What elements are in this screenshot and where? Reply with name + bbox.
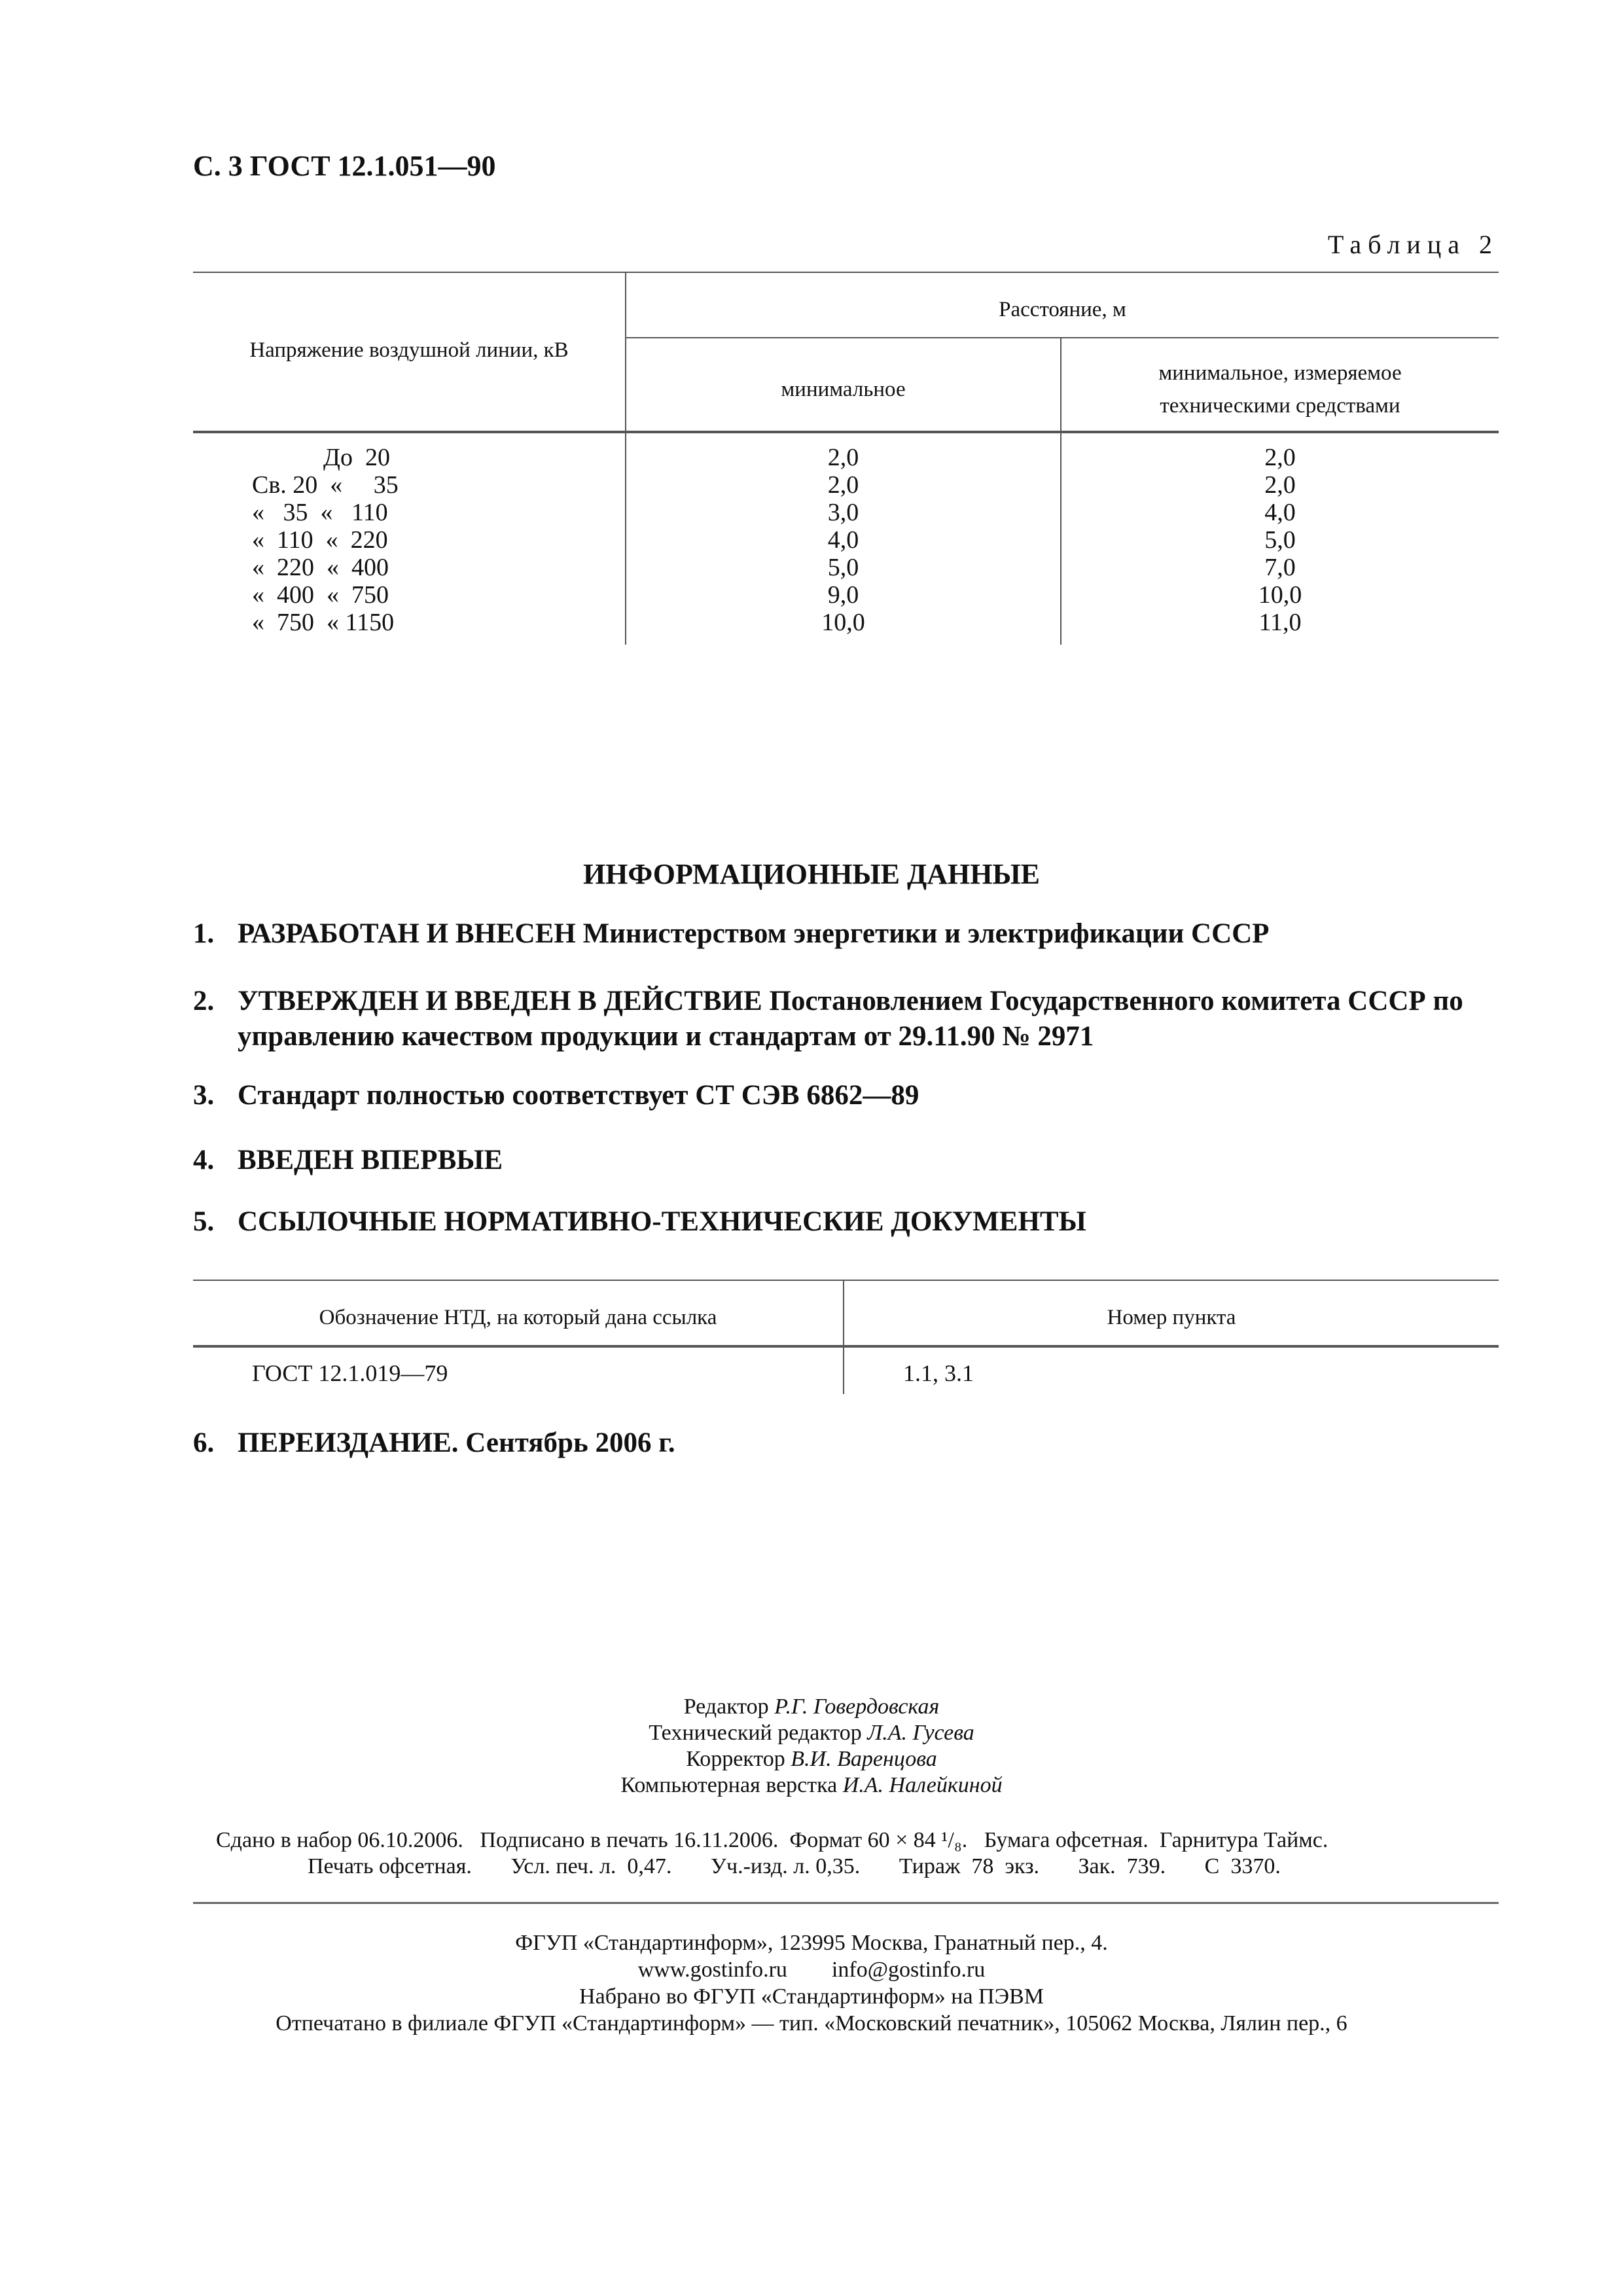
footer-rule	[193, 1902, 1499, 1904]
measured-cell: 2,0	[1264, 444, 1296, 471]
ntd-cell-doc: ГОСТ 12.1.019—79	[252, 1360, 448, 1386]
min-cell: 9,0	[827, 581, 859, 609]
ntd-col-header-clause: Номер пункта	[1107, 1306, 1236, 1329]
min-cell: 5,0	[827, 554, 859, 581]
min-cell: 2,0	[827, 471, 859, 499]
voltage-cell: « 110 « 220	[252, 526, 388, 554]
print-details-line2: Печать офсетная. Усл. печ. л. 0,47. Уч.-изд. л. 0,35. Тираж 78 экз. Зак. 739. С 3370.	[308, 1854, 1281, 1878]
publisher-address: ФГУП «Стандартинформ», 123995 Москва, Гранатный пер., 4.	[515, 1931, 1108, 1955]
measured-cell: 4,0	[1264, 499, 1296, 526]
measured-column	[1061, 444, 1499, 636]
credit-editor: Редактор Р.Г. Говердовская	[683, 1695, 940, 1719]
voltage-cell: « 220 « 400	[252, 554, 389, 581]
ntd-col-divider	[843, 1280, 844, 1394]
ntd-top-rule	[193, 1280, 1499, 1281]
voltage-cell: « 35 « 110	[252, 499, 388, 526]
table-top-rule	[193, 272, 1499, 273]
info-item-3: 3. Стандарт полностью соответствует СТ СЭВ 6862—89	[193, 1080, 919, 1111]
table-group-rule	[625, 337, 1499, 338]
info-item-2: 2. УТВЕРЖДЕН И ВВЕДЕН В ДЕЙСТВИЕ Постановлением Государственного комитета СССР по управлению качеством продукции и стандартам от 29.11.90 № 2971	[193, 986, 1463, 1052]
ntd-col-header-doc: Обозначение НТД, на который дана ссылка	[319, 1306, 717, 1329]
col-header-min: минимальное	[781, 378, 906, 401]
ntd-cell-clause: 1.1, 3.1	[903, 1360, 974, 1386]
typeset-note: Набрано во ФГУП «Стандартинформ» на ПЭВМ	[579, 1984, 1044, 2009]
min-column	[626, 444, 1060, 636]
credit-tech-editor: Технический редактор Л.А. Гусева	[649, 1721, 974, 1745]
voltage-cell: « 400 « 750	[252, 581, 389, 609]
info-item-4: 4. ВВЕДЕН ВПЕРВЫЕ	[193, 1145, 503, 1175]
credit-layout: Компьютерная верстка И.А. Налейкиной	[620, 1773, 1003, 1797]
measured-cell: 5,0	[1264, 526, 1296, 554]
min-cell: 10,0	[821, 609, 865, 636]
measured-cell: 11,0	[1258, 609, 1302, 636]
table-2	[193, 272, 1499, 645]
info-item-5: 5. ССЫЛОЧНЫЕ НОРМАТИВНО-ТЕХНИЧЕСКИЕ ДОКУМЕНТЫ	[193, 1206, 1086, 1237]
voltage-column	[252, 444, 461, 636]
info-item-6: 6. ПЕРЕИЗДАНИЕ. Сентябрь 2006 г.	[193, 1427, 675, 1458]
ntd-header-rule	[193, 1345, 1499, 1348]
measured-cell: 7,0	[1264, 554, 1296, 581]
voltage-cell: « 750 « 1150	[252, 609, 395, 636]
info-item-1: 1. РАЗРАБОТАН И ВНЕСЕН Министерством энергетики и электрификации СССР	[193, 918, 1270, 949]
measured-cell: 2,0	[1264, 471, 1296, 499]
voltage-cell: Св. 20 « 35	[252, 471, 399, 499]
print-details-line1: Сдано в набор 06.10.2006. Подписано в печать 16.11.2006. Формат 60 × 84 ¹/₈. Бумага офсетная. Гарнитура Таймс.	[216, 1828, 1329, 1852]
col-header-measured: минимальное, измеряемое техническими средствами	[1158, 361, 1402, 418]
imprint-credits	[0, 1694, 1623, 1799]
min-cell: 3,0	[827, 499, 859, 526]
page-header: С. 3 ГОСТ 12.1.051—90	[193, 150, 496, 182]
table-label: Таблица 2	[1327, 230, 1499, 259]
credit-corrector: Корректор В.И. Варенцова	[686, 1747, 937, 1771]
col-header-distance: Расстояние, м	[999, 298, 1126, 321]
min-cell: 4,0	[827, 526, 859, 554]
voltage-cell: До 20	[323, 444, 390, 471]
min-cell: 2,0	[827, 444, 859, 471]
measured-cell: 10,0	[1258, 581, 1302, 609]
publisher-web: www.gostinfo.ru info@gostinfo.ru	[637, 1958, 986, 1982]
col-header-voltage: Напряжение воздушной линии, кВ	[249, 338, 569, 362]
ntd-table	[193, 1280, 1499, 1397]
publisher-footer	[0, 1929, 1623, 2037]
printed-note: Отпечатано в филиале ФГУП «Стандартинформ» — тип. «Московский печатник», 105062 Москва, Лялин пер., 6	[276, 2011, 1347, 2036]
info-title: ИНФОРМАЦИОННЫЕ ДАННЫЕ	[582, 858, 1041, 890]
table-header-rule	[193, 431, 1499, 433]
